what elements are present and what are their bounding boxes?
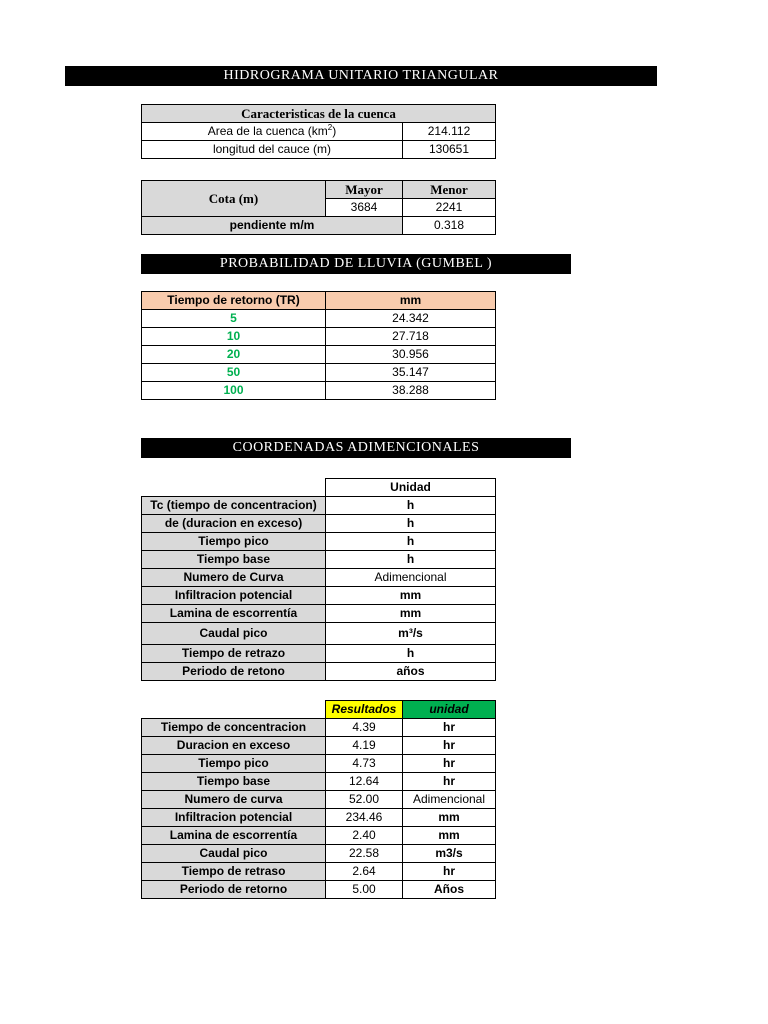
result-label: Tiempo pico [142, 755, 326, 773]
table-row [142, 605, 496, 623]
menor-label: Menor [403, 181, 496, 199]
result-unit: hr [403, 719, 496, 737]
result-value: 4.19 [326, 737, 403, 755]
result-value: 2.64 [326, 863, 403, 881]
table-row [142, 364, 496, 382]
result-unit: Adimencional [403, 791, 496, 809]
result-unit: hr [403, 755, 496, 773]
param-unit: m³/s [326, 623, 496, 645]
param-label: Tiempo de retrazo [142, 645, 326, 663]
gumbel-col-tr: Tiempo de retorno (TR) [142, 292, 326, 310]
gumbel-col-mm: mm [326, 292, 496, 310]
param-unit: h [326, 645, 496, 663]
result-value: 4.73 [326, 755, 403, 773]
gumbel-table [141, 291, 496, 400]
table-row [142, 827, 496, 845]
table-row [142, 737, 496, 755]
result-value: 12.64 [326, 773, 403, 791]
table-row [142, 845, 496, 863]
area-value: 214.112 [403, 123, 496, 141]
table-row [142, 551, 496, 569]
cota-label: Cota (m) [142, 181, 326, 217]
table-row [142, 382, 496, 400]
result-unit: mm [403, 809, 496, 827]
table-row [142, 809, 496, 827]
table-row [142, 587, 496, 605]
result-label: Numero de curva [142, 791, 326, 809]
pendiente-value: 0.318 [403, 217, 496, 235]
result-label: Lamina de escorrentía [142, 827, 326, 845]
resultados-header: Resultados [326, 701, 403, 719]
table-row [142, 663, 496, 681]
param-unit: mm [326, 605, 496, 623]
param-label: Numero de Curva [142, 569, 326, 587]
longitud-value: 130651 [403, 141, 496, 159]
tr-value: 10 [142, 328, 326, 346]
table-row [142, 719, 496, 737]
param-label: Infiltracion potencial [142, 587, 326, 605]
unidad-header: unidad [403, 701, 496, 719]
table-row [142, 569, 496, 587]
result-unit: hr [403, 863, 496, 881]
param-label: Lamina de escorrentía [142, 605, 326, 623]
table-row [142, 791, 496, 809]
coordenadas-table [141, 478, 496, 681]
result-value: 5.00 [326, 881, 403, 899]
resultados-table [141, 700, 496, 899]
longitud-label: longitud del cauce (m) [142, 141, 403, 159]
param-label: Caudal pico [142, 623, 326, 645]
param-label: Tiempo pico [142, 533, 326, 551]
mm-value: 24.342 [326, 310, 496, 328]
result-value: 234.46 [326, 809, 403, 827]
table-row [142, 310, 496, 328]
result-value: 22.58 [326, 845, 403, 863]
mm-value: 38.288 [326, 382, 496, 400]
menor-value: 2241 [403, 199, 496, 217]
table-row [142, 623, 496, 645]
mayor-value: 3684 [326, 199, 403, 217]
tr-value: 100 [142, 382, 326, 400]
mm-value: 27.718 [326, 328, 496, 346]
tr-value: 5 [142, 310, 326, 328]
table-row [142, 533, 496, 551]
table-row [142, 773, 496, 791]
param-label: de (duracion en exceso) [142, 515, 326, 533]
param-unit: h [326, 515, 496, 533]
table-row [142, 328, 496, 346]
result-label: Duracion en exceso [142, 737, 326, 755]
result-label: Periodo de retorno [142, 881, 326, 899]
tr-value: 20 [142, 346, 326, 364]
result-value: 2.40 [326, 827, 403, 845]
result-label: Tiempo de retraso [142, 863, 326, 881]
table-row [142, 863, 496, 881]
result-unit: Años [403, 881, 496, 899]
table-row [142, 515, 496, 533]
result-value: 4.39 [326, 719, 403, 737]
tr-value: 50 [142, 364, 326, 382]
result-value: 52.00 [326, 791, 403, 809]
param-label: Tc (tiempo de concentracion) [142, 497, 326, 515]
param-unit: mm [326, 587, 496, 605]
page-title: HIDROGRAMA UNITARIO TRIANGULAR [65, 66, 657, 86]
result-label: Infiltracion potencial [142, 809, 326, 827]
table-row [142, 346, 496, 364]
cota-table [141, 180, 496, 235]
result-label: Caudal pico [142, 845, 326, 863]
table-row [142, 755, 496, 773]
param-unit: Adimencional [326, 569, 496, 587]
param-unit: h [326, 497, 496, 515]
pendiente-label: pendiente m/m [142, 217, 403, 235]
result-label: Tiempo de concentracion [142, 719, 326, 737]
result-label: Tiempo base [142, 773, 326, 791]
result-unit: hr [403, 773, 496, 791]
param-unit: h [326, 551, 496, 569]
mm-value: 35.147 [326, 364, 496, 382]
param-unit: h [326, 533, 496, 551]
param-label: Tiempo base [142, 551, 326, 569]
mayor-label: Mayor [326, 181, 403, 199]
cuenca-header: Caracteristicas de la cuenca [142, 105, 496, 123]
table-row [142, 881, 496, 899]
gumbel-title: PROBABILIDAD DE LLUVIA (GUMBEL ) [141, 254, 571, 274]
table-row [142, 645, 496, 663]
result-unit: mm [403, 827, 496, 845]
cuenca-table [141, 104, 496, 159]
coordenadas-title: COORDENADAS ADIMENCIONALES [141, 438, 571, 458]
param-label: Periodo de retono [142, 663, 326, 681]
area-label: Area de la cuenca $(km^2)$ [142, 123, 403, 141]
mm-value: 30.956 [326, 346, 496, 364]
unidad-header: Unidad [326, 479, 496, 497]
table-row [142, 497, 496, 515]
result-unit: hr [403, 737, 496, 755]
param-unit: años [326, 663, 496, 681]
result-unit: m3/s [403, 845, 496, 863]
